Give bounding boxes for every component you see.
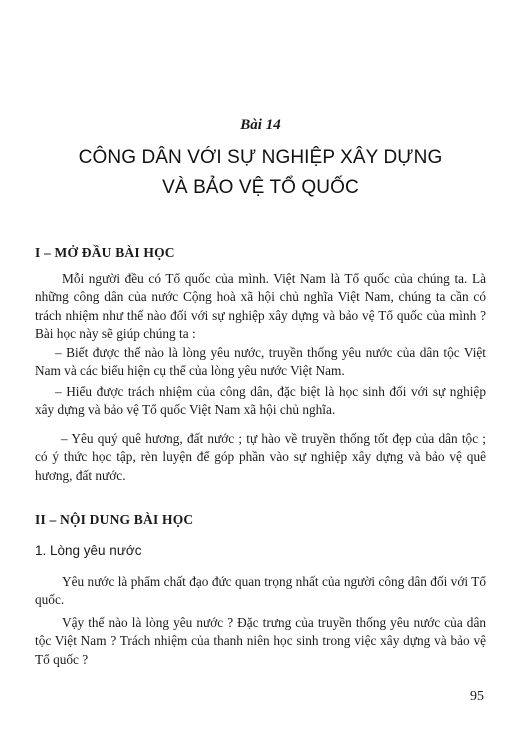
section-heading-intro: I – MỞ ĐẦU BÀI HỌC [35,245,175,260]
lesson-number: Bài 14 [240,117,281,133]
section-heading-content: II – NỘI DUNG BÀI HỌC [35,512,194,527]
lesson-title-line-1: CÔNG DÂN VỚI SỰ NGHIỆP XÂY DỰNG [78,147,443,168]
content-paragraph: Yêu nước là phẩm chất đạo đức quan trọng nhất của người công dân đối với Tổ quốc. [35,574,486,608]
intro-paragraph: Mỗi người đều có Tổ quốc của mình. Việt Nam là Tổ quốc của chúng ta. Là những công dân của nước Cộng hoà xã hội chủ nghĩa Việt Nam, chúng ta cần có trách nhiệm như thế nào đối với sự nghiệp xây dựng và bảo vệ Tổ quốc của mình ? Bài học này sẽ giúp chúng ta : [35,271,486,341]
objective-item: – Yêu quý quê hương, đất nước ; tự hào về truyền thống tốt đẹp của dân tộc ; có ý thức học tập, rèn luyện để góp phần vào sự nghiệp xây dựng và bảo vệ quê hương, đất nước. [35,431,486,483]
page-number: 95 [470,689,484,704]
subsection-heading: 1. Lòng yêu nước [35,543,142,558]
content-paragraph: Vậy thế nào là lòng yêu nước ? Đặc trưng của truyền thống yêu nước của dân tộc Việt Nam ? Trách nhiệm của thanh niên học sinh trong việc xây dựng và bảo vệ Tổ quốc ? [35,615,486,667]
objective-item: – Biết được thế nào là lòng yêu nước, truyền thống yêu nước của dân tộc Việt Nam và các biểu hiện cụ thể của lòng yêu nước Việt Nam. [35,345,486,379]
objective-item: – Hiểu được trách nhiệm của công dân, đặc biệt là học sinh đối với sự nghiệp xây dựng và bảo vệ Tổ quốc Việt Nam xã hội chủ nghĩa. [35,384,486,418]
lesson-title-line-2: VÀ BẢO VỆ TỔ QUỐC [162,177,359,198]
